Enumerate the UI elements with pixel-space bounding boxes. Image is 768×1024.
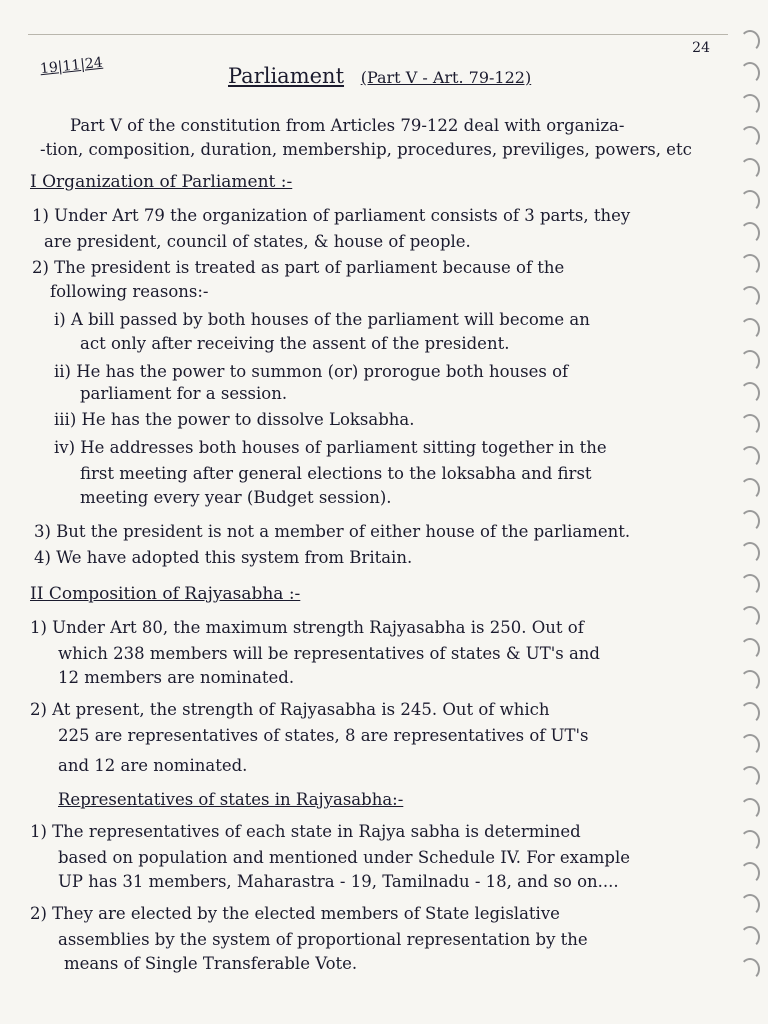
list-item: 3) But the president is not a member of either house of the parliament. <box>34 522 631 541</box>
list-item: 12 members are nominated. <box>58 668 295 687</box>
list-item: which 238 members will be representatives of states & UT's and <box>58 644 600 663</box>
list-item: following reasons:- <box>50 282 209 301</box>
list-item: meeting every year (Budget session). <box>80 488 392 507</box>
title-main: Parliament <box>228 64 345 88</box>
list-item: iii) He has the power to dissolve Loksabha. <box>54 410 415 429</box>
list-item: 2) They are elected by the elected members of State legislative <box>30 904 560 923</box>
list-item: parliament for a session. <box>80 384 288 403</box>
list-item: first meeting after general elections to the loksabha and first <box>80 464 592 483</box>
subsection-heading: Representatives of states in Rajyasabha:- <box>58 790 404 809</box>
section-heading: I Organization of Parliament :- <box>30 172 293 192</box>
intro-line: Part V of the constitution from Articles 79-122 deal with organiza- <box>70 116 625 135</box>
list-item: 4) We have adopted this system from Britain. <box>34 548 413 567</box>
list-item: assemblies by the system of proportional representation by the <box>58 930 588 949</box>
list-item: 2) The president is treated as part of parliament because of the <box>32 258 565 277</box>
list-item: means of Single Transferable Vote. <box>64 954 358 973</box>
list-item: iv) He addresses both houses of parliament sitting together in the <box>54 438 607 457</box>
list-item: are president, council of states, & house of people. <box>44 232 471 251</box>
list-item: act only after receiving the assent of the president. <box>80 334 510 353</box>
section-heading: II Composition of Rajyasabha :- <box>30 584 301 604</box>
list-item: 2) At present, the strength of Rajyasabha is 245. Out of which <box>30 700 550 719</box>
list-item: 1) Under Art 80, the maximum strength Rajyasabha is 250. Out of <box>30 618 584 637</box>
intro-line: -tion, composition, duration, membership, procedures, previliges, powers, etc <box>40 140 692 159</box>
list-item: based on population and mentioned under Schedule IV. For example <box>58 848 631 867</box>
list-item: 1) Under Art 79 the organization of parliament consists of 3 parts, they <box>32 206 631 225</box>
list-item: UP has 31 members, Maharastra - 19, Tamilnadu - 18, and so on.... <box>58 872 619 891</box>
page-title <box>228 64 531 88</box>
top-margin-line <box>28 34 728 35</box>
page-number: 24 <box>692 40 710 56</box>
list-item: ii) He has the power to summon (or) prorogue both houses of <box>54 362 569 381</box>
list-item: 225 are representatives of states, 8 are representatives of UT's <box>58 726 589 745</box>
date: 19|11|24 <box>39 54 104 78</box>
title-subtitle: (Part V - Art. 79-122) <box>360 68 532 87</box>
list-item: 1) The representatives of each state in Rajya sabha is determined <box>30 822 581 841</box>
list-item: i) A bill passed by both houses of the parliament will become an <box>54 310 590 329</box>
list-item: and 12 are nominated. <box>58 756 248 775</box>
